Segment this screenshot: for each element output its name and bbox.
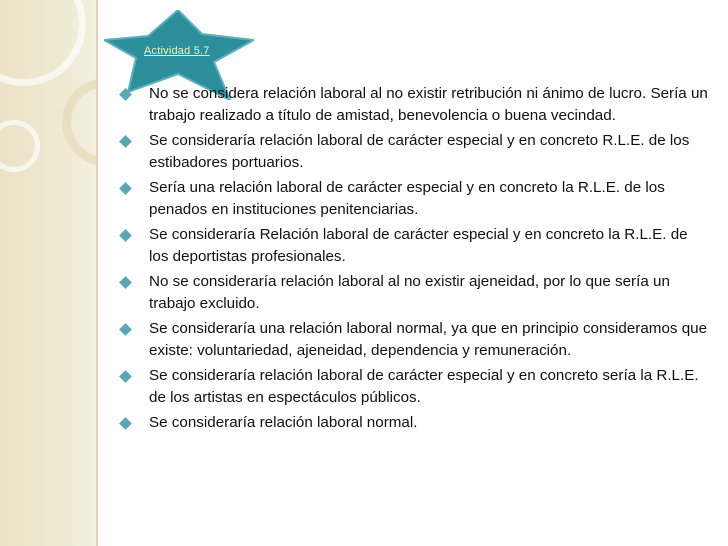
- diamond-bullet-icon: [119, 276, 132, 289]
- decorative-ring: [62, 78, 98, 166]
- diamond-bullet-icon: [119, 135, 132, 148]
- bullet-item: [121, 177, 711, 221]
- bullet-item: [121, 318, 711, 362]
- decorative-ring: [0, 0, 86, 86]
- bullet-text: Se consideraría relación laboral normal.: [149, 414, 418, 431]
- bullet-text: No se considera relación laboral al no existir retribución ni ánimo de lucro. Sería un trabajo realizado a título de amistad, benevolencia o buena vecindad.: [149, 85, 708, 124]
- diamond-bullet-icon: [119, 370, 132, 383]
- bullet-text: Se consideraría relación laboral de carácter especial y en concreto R.L.E. de los estibadores portuarios.: [149, 132, 690, 171]
- bullet-text: Se consideraría una relación laboral normal, ya que en principio consideramos que existe: voluntariedad, ajeneidad, dependencia y remuneración.: [149, 320, 708, 359]
- diamond-bullet-icon: [119, 182, 132, 195]
- bullet-item: [121, 130, 711, 174]
- bullet-text: No se consideraría relación laboral al no existir ajeneidad, por lo que sería un trabajo excluido.: [149, 273, 670, 312]
- bullet-item: [121, 412, 711, 434]
- diamond-bullet-icon: [119, 417, 132, 430]
- bullet-item: [121, 365, 711, 409]
- activity-link[interactable]: Actividad 5.7: [144, 45, 210, 57]
- side-band-edge: [96, 0, 98, 546]
- bullet-item: [121, 224, 711, 268]
- bullet-text: Sería una relación laboral de carácter especial y en concreto la R.L.E. de los penados en instituciones penitenciarias.: [149, 179, 665, 218]
- slide-content: [121, 83, 711, 437]
- diamond-bullet-icon: [119, 88, 132, 101]
- bullet-item: [121, 83, 711, 127]
- decorative-ring: [0, 120, 40, 172]
- bullet-item: [121, 271, 711, 315]
- decorative-side-band: [0, 0, 98, 546]
- diamond-bullet-icon: [119, 229, 132, 242]
- diamond-bullet-icon: [119, 323, 132, 336]
- bullet-list: [121, 83, 711, 434]
- bullet-text: Se consideraría relación laboral de carácter especial y en concreto sería la R.L.E. de los artistas en espectáculos públicos.: [149, 367, 699, 406]
- bullet-text: Se consideraría Relación laboral de carácter especial y en concreto la R.L.E. de los deportistas profesionales.: [149, 226, 688, 265]
